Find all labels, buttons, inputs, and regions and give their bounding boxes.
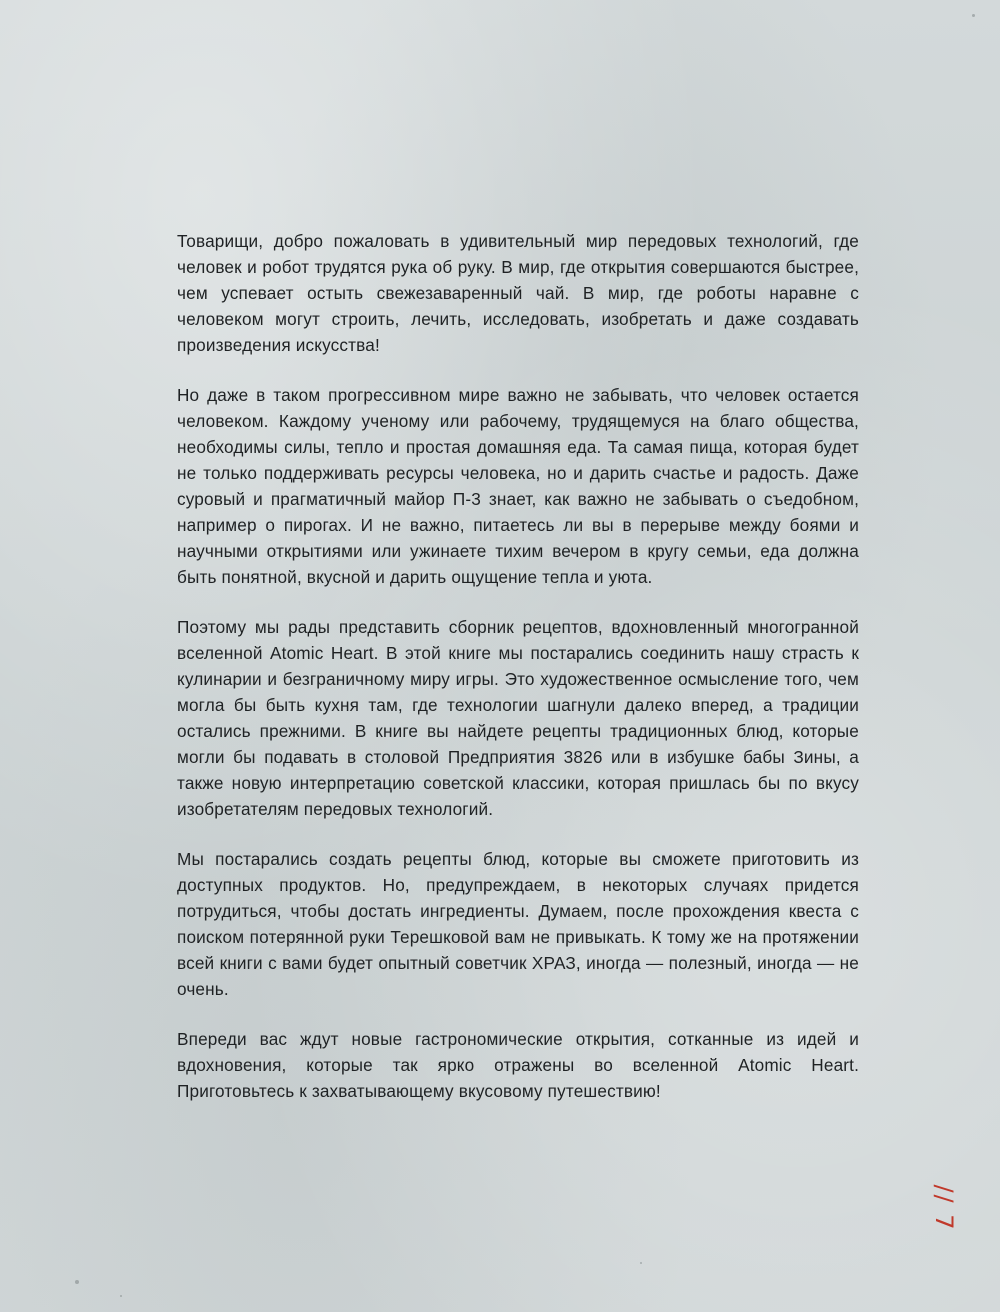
paragraph-recipes: Мы постарались создать рецепты блюд, которые вы сможете приготовить из доступных продуктов. Но, предупреждаем, в некоторых случаях придется потрудиться, чтобы достать ингредиенты. Думаем, после прохождения квеста с поиском потерянной руки Терешковой вам не привыкать. К тому же на протяжении всей книги с вами будет опытный советчик ХРАЗ, иногда — полезный, иногда — не очень. [177,849,859,999]
page-number: // 7 [930,1184,958,1232]
paragraph-humanity: Но даже в таком прогрессивном мире важно не забывать, что человек остается человеком. Каждому ученому или рабочему, трудящемуся на благо общества, необходимы силы, тепло и простая домашняя еда. Та самая пища, которая будет не только поддерживать ресурсы человека, но и дарить счастье и радость. Даже суровый и прагматичный майор П-3 знает, как важно не забывать о съедобном, например о пирогах. И не важно, питаетесь ли вы в перерыве между боями и научными открытиями или ужинаете тихим вечером в кругу семьи, еда должна быть понятной, вкусной и дарить ощущение тепла и уюта. [177,385,859,587]
paper-speck [120,1295,122,1297]
paper-speck [640,1262,642,1264]
paper-speck [972,14,975,17]
paragraph-cookbook: Поэтому мы рады представить сборник рецептов, вдохновленный многогранной вселенной Atomic Heart. В этой книге мы постарались соединить нашу страсть к кулинарии и безграничному миру игры. Это художественное осмысление того, чем могла бы быть кухня там, где технологии шагнули далеко вперед, а традиции остались прежними. В книге вы найдете рецепты традиционных блюд, которые могли бы подавать в столовой Предприятия 3826 или в избушке бабы Зины, а также новую интерпретацию советской классики, которая пришлась бы по вкусу изобретателям передовых технологий. [177,617,859,819]
paragraph-intro: Товарищи, добро пожаловать в удивительный мир передовых технологий, где человек и робот трудятся рука об руку. В мир, где открытия совершаются быстрее, чем успевает остыть свежезаваренный чай. В мир, где роботы наравне с человеком могут строить, лечить, исследовать, изобретать и даже создавать произведения искусства! [177,231,859,355]
paper-speck [75,1280,79,1284]
paragraph-closing: Впереди вас ждут новые гастрономические открытия, сотканные из идей и вдохновения, которые так ярко отражены во вселенной Atomic Heart. Приготовьтесь к захватывающему вкусовому путешествию! [177,1029,859,1101]
body-text [177,228,859,1128]
